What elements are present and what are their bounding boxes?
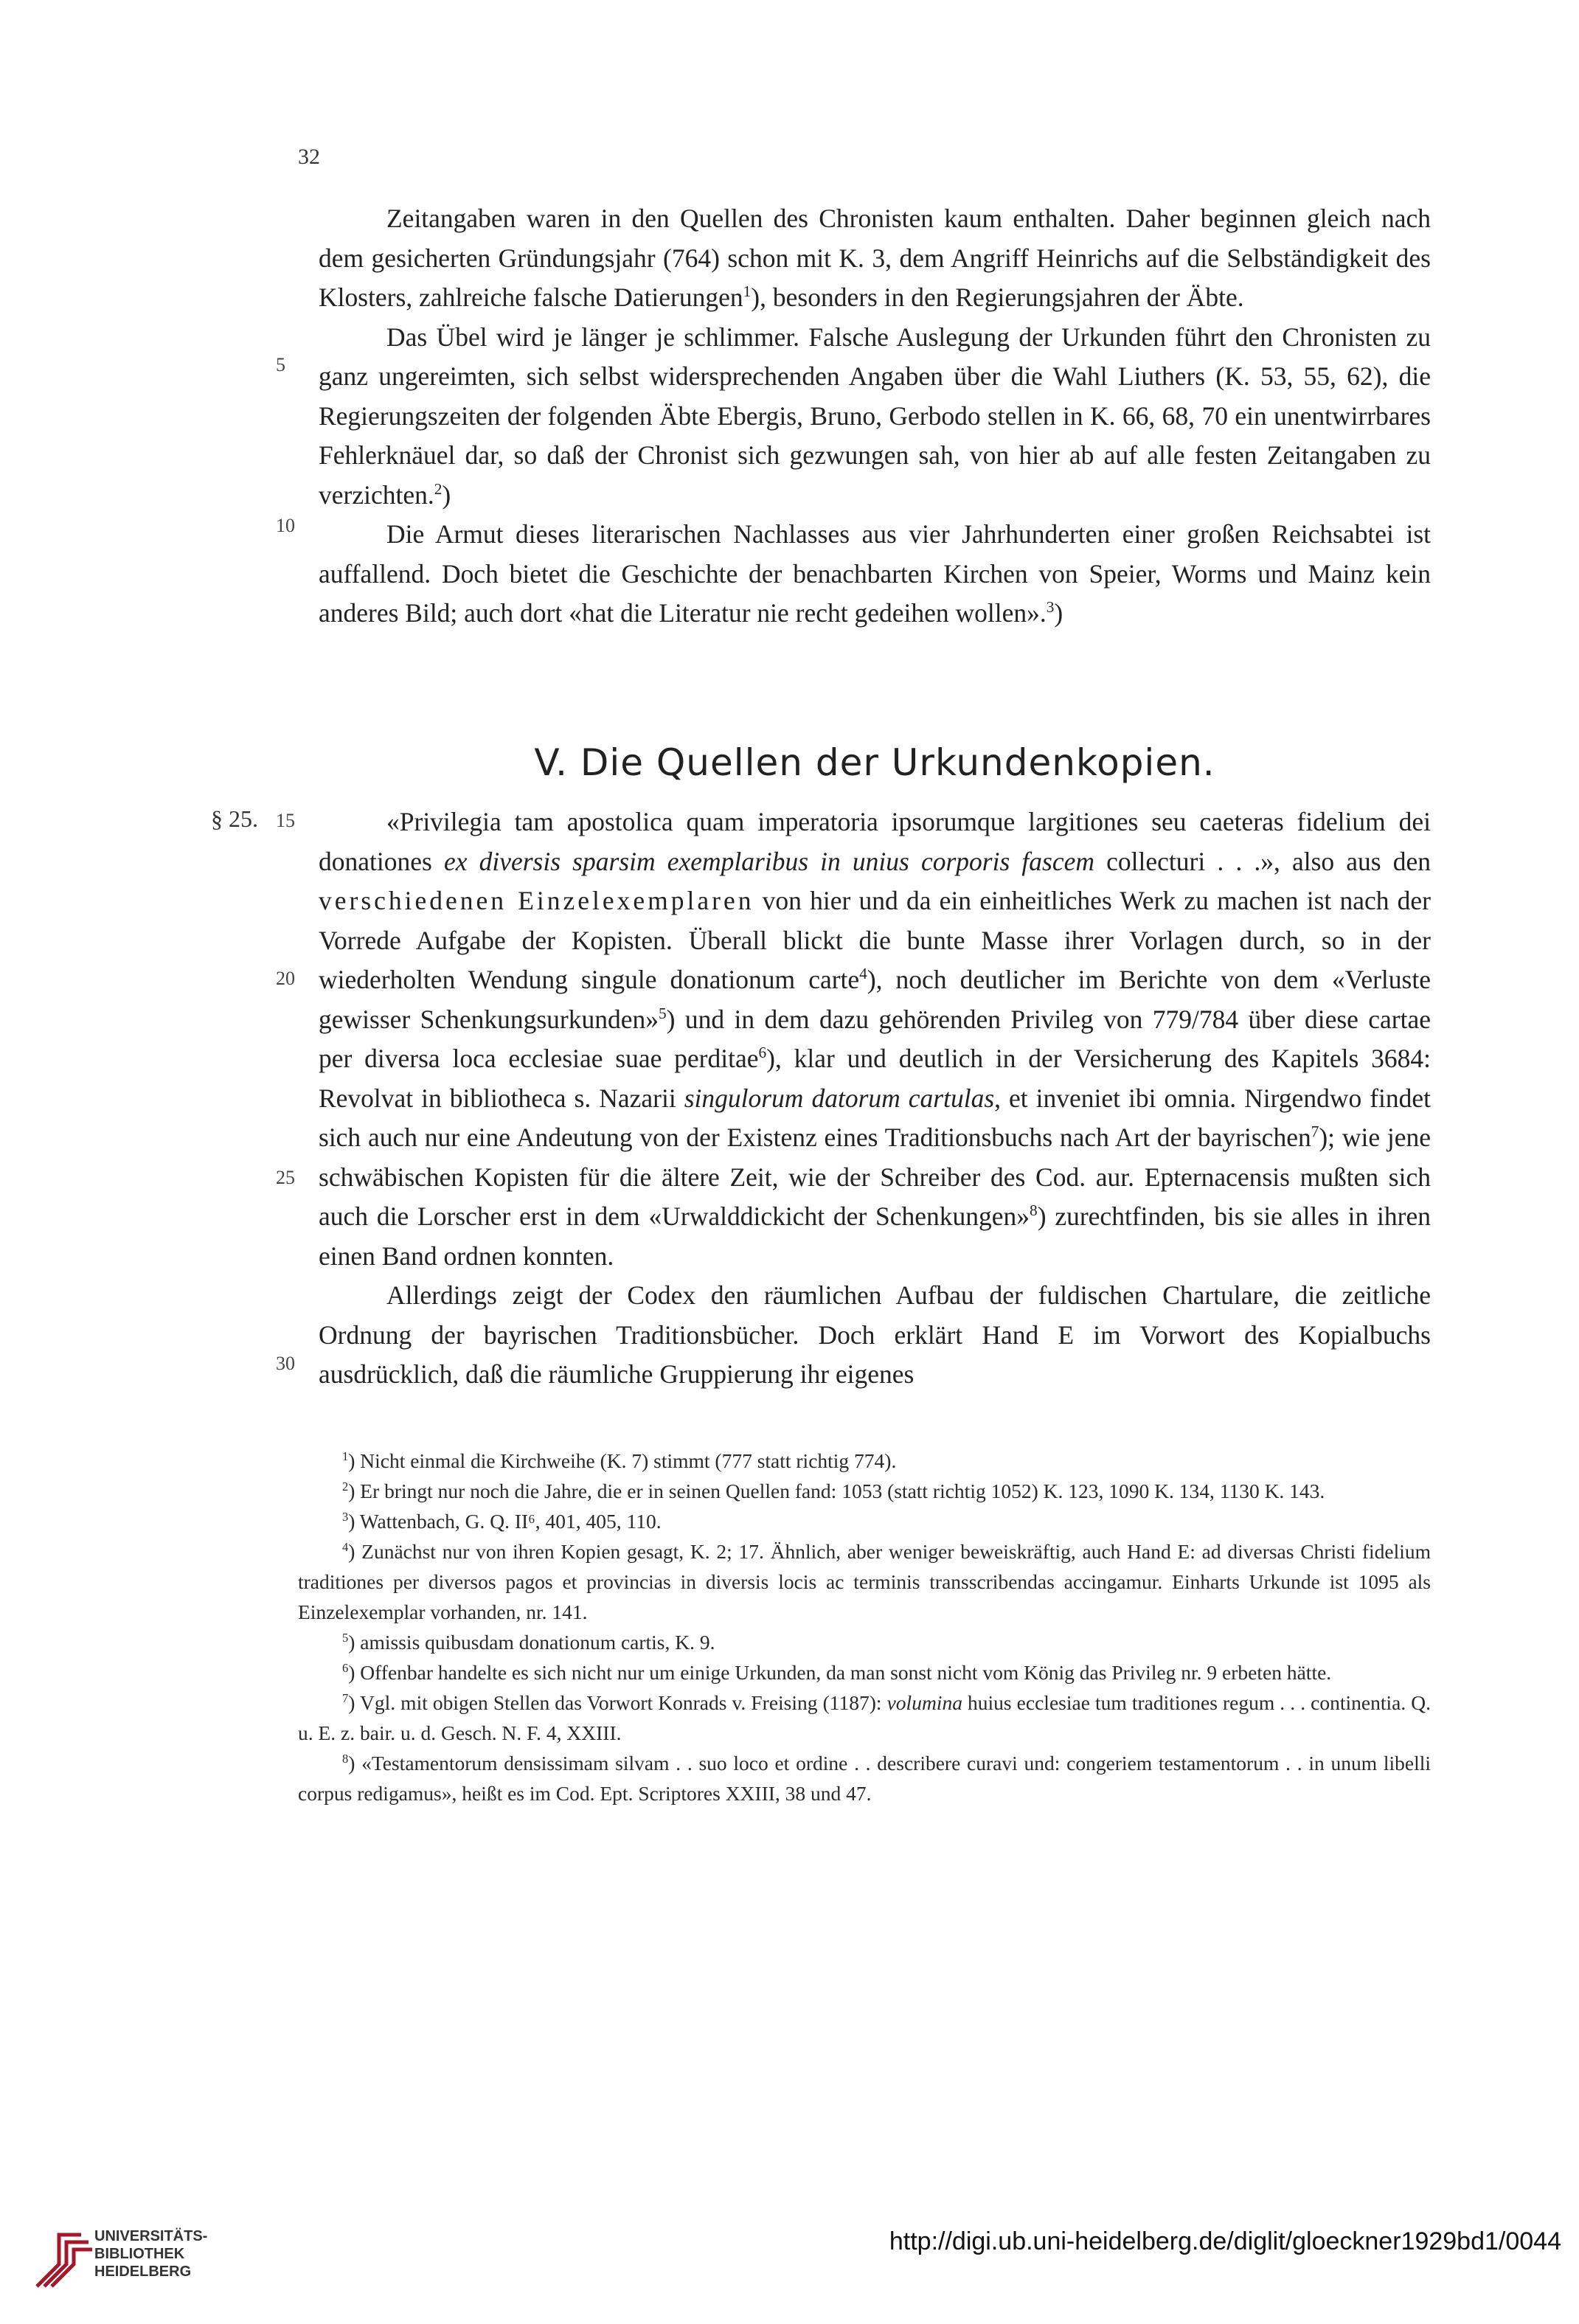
line-number-5: 5 [276,354,285,375]
footnote-ref-5[interactable]: 5 [659,1004,667,1022]
paragraph-1-text: Zeitangaben waren in den Quellen des Chronisten kaum enthalten. Daher beginnen gleich nach dem gesicherten Gründungsjahr (764) schon mit K. 3, dem Angriff Heinrichs auf die Selbständigkeit des Klosters, zahlreiche falsche Datierungen [319,204,1431,312]
footnote-ref-1[interactable]: 1 [743,282,752,301]
paragraph-4-d: ), noch deutlicher im Berichte von dem «Verluste gewisser Schenkungsurkunden» [319,965,1431,1034]
footnote-ref-4[interactable]: 4 [859,965,867,983]
footnote-number: 1 [342,1449,349,1463]
paragraph-4-h: ); wie jene schwäbischen Kopisten für die ältere Zeit, wie der Schreiber des Cod. aur. Epternacensis mußten sich auch die Lorscher erst in dem «Urwalddickicht der Schenkungen» [319,1123,1431,1231]
section-text-block [319,802,1431,1395]
line-number-25: 25 [276,1167,295,1188]
paragraph-4-f-italic: singulorum datorum cartulas [684,1083,995,1113]
footnote-4 [298,1536,1431,1627]
footnote-1 [298,1446,1431,1476]
footnote-text: ) «Testamentorum densissimam silvam . . suo loco et ordine . . describere curavi und: congeriem testamentorum . . in unum libelli corpus redigamus», heißt es im Cod. Ept. Scriptores XXIII, 38 und 47. [298,1752,1431,1805]
paragraph-5: Allerdings zeigt der Codex den räumlichen Aufbau der fuldischen Chartulare, die zeitliche Ordnung der bayrischen Traditionsbücher. Doch erklärt Hand E im Vorwort des Kopialbuchs ausdrücklich, daß die räumliche Gruppierung ihr eigenes [319,1280,1431,1389]
paragraph-4-i: ) zurechtfinden, bis sie alles in ihren einen Band ordnen konnten. [319,1201,1431,1271]
source-url-link[interactable]: http://digi.ub.uni-heidelberg.de/diglit/gloeckner1929bd1/0044 [889,2227,1561,2255]
line-number-30: 30 [276,1353,295,1374]
footnote-ref-8[interactable]: 8 [1030,1201,1038,1220]
library-name-line-2: BIBLIOTHEK [94,2246,185,2262]
page-number: 32 [298,145,320,169]
footnote-number: 4 [342,1539,349,1554]
paragraph-2-text: Das Übel wird je länger je schlimmer. Falsche Auslegung der Urkunden führt den Chronisten zu ganz ungereimten, sich selbst widersprechenden Angaben über die Wahl Liuthers (K. 53, 55, 62), die Regierungszeiten der folgenden Äbte Ebergis, Bruno, Gerbodo stellen in K. 66, 68, 70 ein unentwirrbares Fehlerknäuel dar, so daß der Chronist sich gezwungen sah, von hier ab auf alle festen Zeitangaben zu verzichten. [319,322,1431,510]
footnote-number: 6 [342,1660,349,1675]
paragraph-4-a-italic: ex diversis sparsim exemplaribus in unius corporis fascem [443,846,1094,876]
university-library-logo-icon [30,2220,96,2294]
paragraph-1 [319,199,1431,318]
footnote-number: 7 [342,1690,349,1705]
footnote-ref-6[interactable]: 6 [758,1044,767,1062]
paragraph-3-text: Die Armut dieses literarischen Nachlasses aus vier Jahrhunderten einer großen Reichsabtei ist auffallend. Doch bietet die Geschichte der benachbarten Kirchen von Speier, Worms und Mainz kein anderes Bild; auch dort «hat die Literatur nie recht gedeihen wollen». [319,519,1431,628]
footnote-number: 2 [342,1479,349,1494]
paragraph-2 [319,318,1431,516]
paragraph-2-tail: ) [442,479,451,510]
paragraph-4-b: collecturi . . .», also aus den [1094,846,1431,876]
footnote-6 [298,1657,1431,1687]
footnote-8 [298,1748,1431,1808]
footnote-number: 3 [342,1509,349,1524]
line-number-20: 20 [276,968,295,989]
paragraph-4 [319,802,1431,1276]
footnote-text: ) Offenbar handelte es sich nicht nur um einige Urkunden, da man sonst nicht vom König das Privileg nr. 9 erbeten hätte. [348,1661,1332,1684]
paragraph-4-spaced: verschiedenen Einzelexemplaren [319,886,754,915]
paragraph-4-e: ) und in dem dazu gehörenden Privileg von 779/784 über diese cartae per diversa loca ecclesiae suae perditae [319,1004,1431,1073]
footnote-text: ) amissis quibusdam donationum cartis, K. 9. [348,1631,715,1654]
footnote-ref-2[interactable]: 2 [434,479,443,498]
footnote-2 [298,1476,1431,1506]
footnote-number: 8 [342,1751,349,1766]
paragraph-3 [319,515,1431,634]
footnote-text: ) Vgl. mit obigen Stellen das Vorwort Konrads v. Freising (1187): [348,1691,887,1714]
footnote-number: 5 [342,1630,349,1645]
footnote-ref-7[interactable]: 7 [1311,1123,1319,1141]
intro-text-block [319,199,1431,634]
footnote-7 [298,1687,1431,1748]
footnote-text: ) Er bringt nur noch die Jahre, die er in seinen Quellen fand: 1053 (statt richtig 1052) K. 123, 1090 K. 134, 1130 K. 143. [348,1480,1325,1502]
footnotes [298,1446,1431,1808]
footnote-ref-3[interactable]: 3 [1046,598,1055,617]
paragraph-1-tail: ), besonders in den Regierungsjahren der Äbte. [751,282,1244,312]
paragraph-3-tail: ) [1054,598,1063,628]
line-number-15: 15 [276,810,295,831]
paragraph-4-c: von hier und da ein einheitliches Werk zu machen ist nach der Vorrede Aufgabe der Kopisten. Überall blickt die bunte Masse ihrer Vorlagen durch, so in der wiederholten Wendung singule donationum carte [319,886,1431,994]
footnote-5 [298,1627,1431,1657]
footnote-text: ) Nicht einmal die Kirchweihe (K. 7) stimmt (777 statt richtig 774). [348,1449,897,1472]
footnote-italic: volumina [886,1691,962,1714]
line-number-10: 10 [276,515,295,536]
library-name [94,2227,207,2280]
footnote-text: huius ecclesiae tum traditiones regum . . . continentia. Q. u. E. z. bair. u. d. Gesch. N. F. 4, XXIII. [298,1691,1431,1744]
footnote-text: ) Zunächst nur von ihren Kopien gesagt, K. 2; 17. Ähnlich, aber weniger beweiskräftig, auch Hand E: ad diversas Christi fidelium traditiones per diversos pagos et provincias in diversis locis ac terminis transscribendas accingamur. Einharts Urkunde ist 1095 als Einzelexemplar vorhanden, nr. 141. [298,1540,1431,1623]
footnote-text: ) Wattenbach, G. Q. II⁶, 401, 405, 110. [348,1510,662,1533]
section-mark: § 25. [211,805,258,832]
section-heading: V. Die Quellen der Urkundenkopien. [534,741,1215,784]
footnote-3 [298,1506,1431,1536]
library-name-line-3: HEIDELBERG [94,2264,192,2280]
paragraph-4-a: «Privilegia tam apostolica quam imperatoria ipsorumque largitiones seu caeteras fidelium dei donationes [319,807,1431,876]
paragraph-4-g: , et inveniet ibi omnia. Nirgendwo findet sich auch nur eine Andeutung von der Existenz eines Traditionsbuchs nach Art der bayrischen [319,1083,1431,1152]
paragraph-4-f: ), klar und deutlich in der Versicherung des Kapitels 3684: Revolvat in bibliotheca s. Nazarii [319,1044,1431,1113]
library-name-line-1: UNIVERSITÄTS- [94,2228,208,2244]
